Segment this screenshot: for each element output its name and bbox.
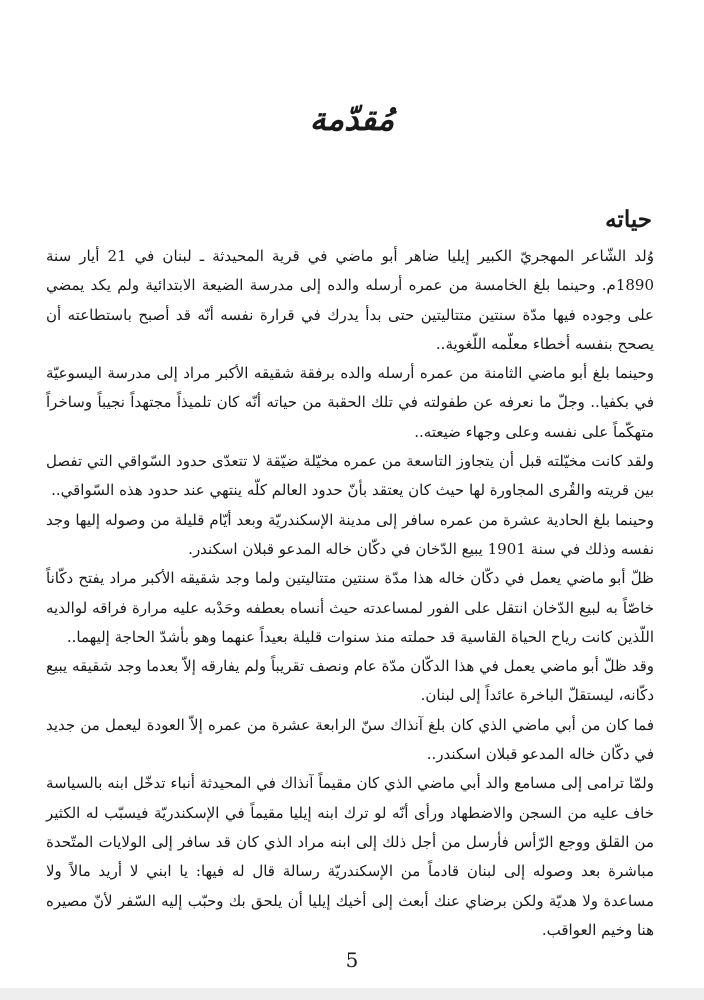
paragraph: ولمّا ترامى إلى مسامع والد أبي ماضي الذي كان مقيماً آنذاك في المحيدثة أنباء تدخّل ابنه بالسياسة خاف عليه من السجن والاضطهاد ورأى أنّه لو ترك ابنه إيليا مقيماً في الإسكندريّة فيسبّب له الكثير من القلق ووجع الرّأس فأرسل من أجل ذلك إلى ابنه مراد الذي كان قد سافر إلى الولايات المتّحدة مباشرة بعد وصوله إلى لبنان قادماً من الإسكندريّة رسالة قال له فيها: يا ابني لا أريد مالاً ولا مساعدة ولا هديّة ولكن برضاي عنك أبعث إلى أخيك إيليا أن يلحق بك وحبّب إليه السّفر لأنّ مصيره هنا وخيم العواقب.	[46, 774, 654, 939]
paragraph: وقد ظلّ أبو ماضي يعمل في هذا الدكّان مدّة عام ونصف تقريباً ولم يفارقه إلاّ بعدما وجد شقيقه يبيع دكّانه، ليستقلّ الباخرة عائداً إلى لبنان.	[46, 657, 654, 705]
page-number: 5	[345, 948, 359, 972]
footer-band	[0, 988, 704, 1000]
paragraph: ظلّ أبو ماضي يعمل في دكّان خاله هذا مدّة سنتين متتاليتين ولما وجد شقيقه الأكبر مراد يفتح دكّاناً خاصّاً به لبيع الدّخان انتقل على الفور لمساعدته حيث أنساه بعطفه وحَدْبه عليه مرارة فراقه لوالديه اللّذين كانت رياح الحياة القاسية قد حملته منذ سنوات قليلة بعيداً عنهما وهو بأشدّ الحاجة إليهما..	[46, 569, 654, 646]
paragraph: وُلد الشّاعر المهجريّ الكبير إيليا ضاهر أبو ماضي في قرية المحيدثة ـ لبنان في 21 أيار سنة 1890م. وحينما بلغ الخامسة من عمره أرسله والده إلى مدرسة الضيعة الابتدائية ولم يكد يمضي على وجوده فيها مدّة سنتين متتاليتين حتى بدأ يدرك في قرارة نفسه أنّه قد أصبح باستطاعته أن يصحح بنفسه أخطاء معلّمه اللّغوية..	[46, 247, 654, 353]
section-heading: حياته	[605, 206, 652, 233]
paragraph: ولقد كانت مخيّلته قبل أن يتجاوز التاسعة من عمره مخيّلة ضيّقة لا تتعدّى حدود السّواقي التي تفصل بين قريته والقُرى المجاورة لها حيث كان يعتقد بأنّ حدود العالم كلّه ينتهي عند حدود هذه السّواقي..	[46, 452, 654, 500]
paragraph: فما كان من أبي ماضي الذي كان بلغ آنذاك سنّ الرابعة عشرة من عمره إلاّ العودة ليعمل من جديد في دكّان خاله المدعو قبلان اسكندر..	[46, 715, 654, 764]
page-title: مُقدّمة	[309, 100, 395, 138]
paragraph: وحينما بلغ الحادية عشرة من عمره سافر إلى مدينة الإسكندريّة وبعد أيّام قليلة من وصوله إليها وجد نفسه وذلك في سنة 1901 يبيع الدّخان في دكّان خاله المدعو قبلان اسكندر.	[46, 510, 654, 558]
paragraph: وحينما بلغ أبو ماضي الثامنة من عمره أرسله والده برفقة شقيقه الأكبر مراد إلى مدرسة اليسوعيّة في بكفيا.. وجلّ ما نعرفه عن طفولته في تلك الحقبة من حياته أنّه كان تلميذاً مجتهداً نجيباً وساخراً متهكّماً على نفسه وعلى وجهاء ضيعته..	[46, 364, 654, 441]
body-text	[46, 242, 654, 945]
